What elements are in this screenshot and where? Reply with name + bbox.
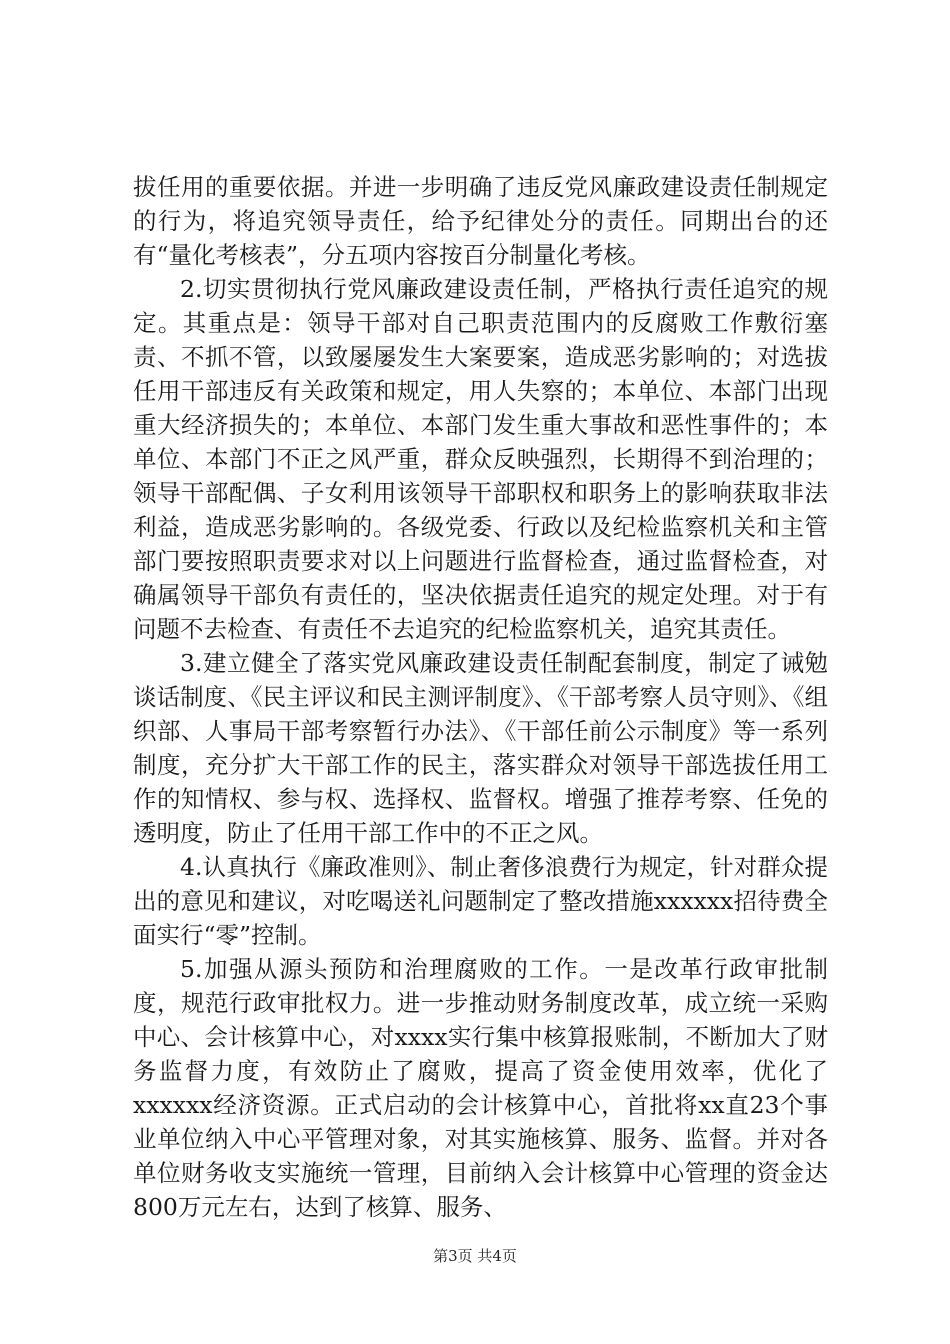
paragraph-item-5: 5.加强从源头预防和治理腐败的工作。一是改革行政审批制度，规范行政审批权力。进一步推动财务制度改革，成立统一采购中心、会计核算中心，对xxxx实行集中核算报账制，不断加大了财务监督力度，有效防止了腐败，提高了资金使用效率，优化了xxxxxx经济资源。正式启动的会计核算中心，首批将xx直23个事业单位纳入中心平管理对象，对其实施核算、服务、监督。并对各单位财务收支实施统一管理，目前纳入会计核算中心管理的资金达800万元左右，达到了核算、服务、: [133, 955, 828, 1221]
document-body: [133, 170, 828, 1224]
paragraph-continuation: 拔任用的重要依据。并进一步明确了违反党风廉政建设责任制规定的行为，将追究领导责任，给予纪律处分的责任。同期出台的还有“量化考核表”，分五项内容按百分制量化考核。: [133, 173, 828, 269]
page-number-footer: 第3页 共4页: [433, 1247, 517, 1265]
paragraph-item-3: 3.建立健全了落实党风廉政建设责任制配套制度，制定了诫勉谈话制度、《民主评议和民主测评制度》、《干部考察人员守则》、《组织部、人事局干部考察暂行办法》、《干部任前公示制度》等一系列制度，充分扩大干部工作的民主，落实群众对领导干部选拔任用工作的知情权、参与权、选择权、监督权。增强了推荐考察、任免的透明度，防止了任用干部工作中的不正之风。: [133, 649, 828, 847]
paragraph-item-2: 2.切实贯彻执行党风廉政建设责任制，严格执行责任追究的规定。其重点是：领导干部对自己职责范围内的反腐败工作敷衍塞责、不抓不管，以致屡屡发生大案要案，造成恶劣影响的；对选拔任用干部违反有关政策和规定，用人失察的；本单位、本部门出现重大经济损失的；本单位、本部门发生重大事故和恶性事件的；本单位、本部门不正之风严重，群众反映强烈，长期得不到治理的；领导干部配偶、子女利用该领导干部职权和职务上的影响获取非法利益，造成恶劣影响的。各级党委、行政以及纪检监察机关和主管部门要按照职责要求对以上问题进行监督检查，通过监督检查，对确属领导干部负有责任的，坚决依据责任追究的规定处理。对于有问题不去检查、有责任不去追究的纪检监察机关，追究其责任。: [133, 275, 828, 643]
paragraph-item-4: 4.认真执行《廉政准则》、制止奢侈浪费行为规定，针对群众提出的意见和建议，对吃喝送礼问题制定了整改措施xxxxxx招待费全面实行“零”控制。: [133, 853, 828, 949]
